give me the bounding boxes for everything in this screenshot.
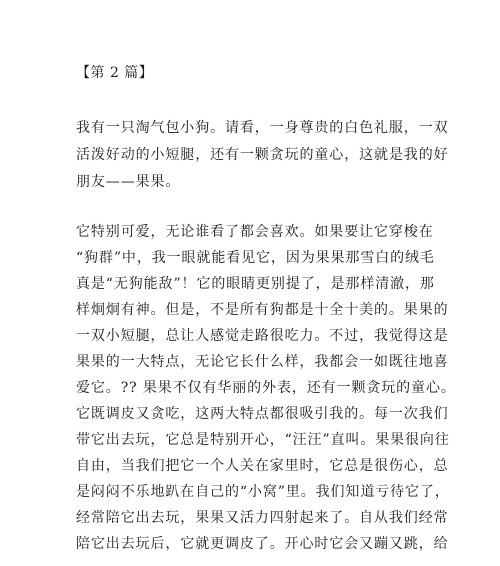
paragraph-line: 它既调皮又贪吃，这两大特点都很吸引我的。每一次我们 [76,406,449,422]
paragraph-line: 活泼好动的小短腿，还有一颗贪玩的童心，这就是我的好 [76,147,449,163]
paragraph-line: 样炯炯有神。但是，不是所有狗都是十全十美的。果果的 [76,302,449,318]
paragraph-line: 是闷闷不乐地趴在自己的“小窝”里。我们知道亏待它了， [76,484,450,500]
paragraph-line: 带它出去玩，它总是特别开心，“汪汪”直叫。果果很向往 [76,432,450,448]
paragraph-line: 经常陪它出去玩，果果又活力四射起来了。自从我们经常 [76,510,449,526]
paragraph-line: “狗群”中，我一眼就能看见它，因为果果那雪白的绒毛 [76,250,435,266]
paragraph-line: 它特别可爱，无论谁看了都会喜欢。如果要让它穿梭在 [76,224,434,240]
section-title: 【第 2 篇】 [76,65,154,81]
paragraph-line: 一双小短腿，总让人感觉走路很吃力。不过，我觉得这是 [76,328,449,344]
paragraph-line: 爱它。?? 果果不仅有华丽的外表，还有一颗贪玩的童心。 [76,380,456,396]
paragraph-line: 朋友——果果。 [76,174,181,190]
paragraph-line: 真是“无狗能敌”！它的眼睛更别提了，是那样清澈，那 [76,276,435,292]
paragraph-line: 自由，当我们把它一个人关在家里时，它总是很伤心，总 [76,458,449,474]
paragraph-line: 我有一只淘气包小狗。请看，一身尊贵的白色礼服，一双 [76,120,449,136]
paragraph-line: 果果的一大特点，无论它长什么样，我都会一如既往地喜 [76,354,449,370]
paragraph-line: 陪它出去玩后，它就更调皮了。开心时它会又蹦又跳，给 [76,536,449,552]
